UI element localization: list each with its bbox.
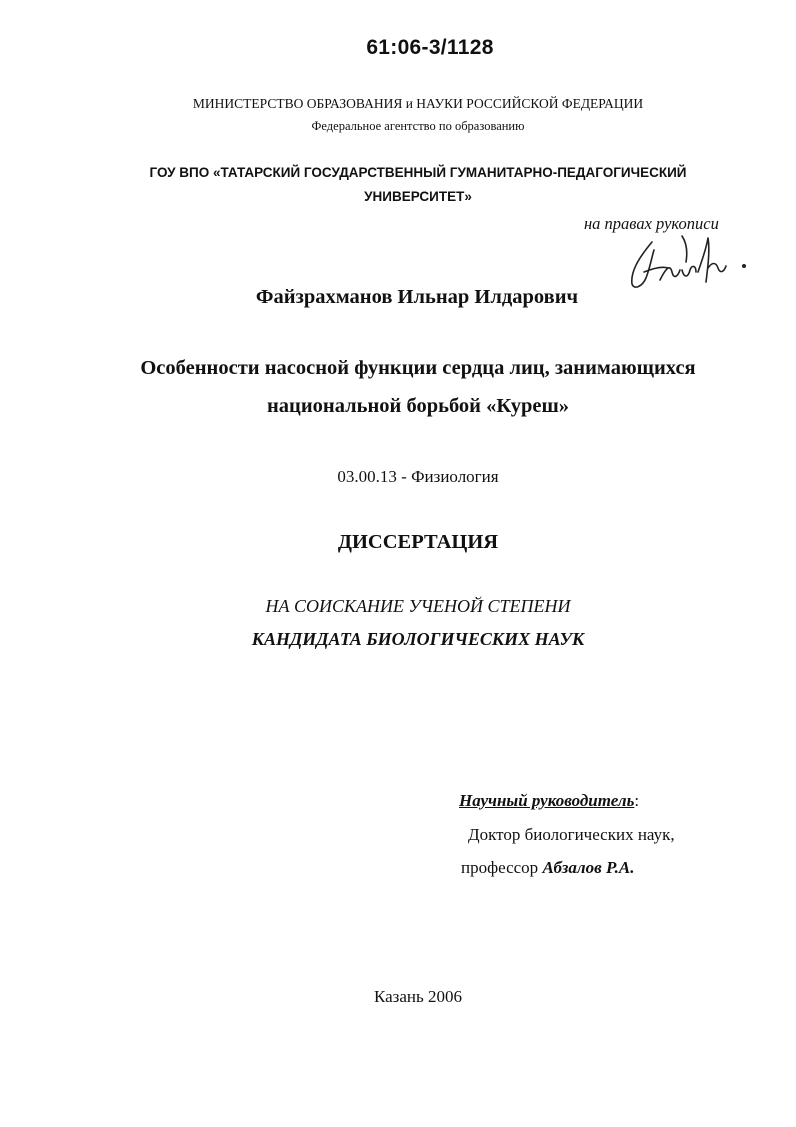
manuscript-rights-note: на правах рукописи (584, 214, 719, 233)
university-name-line-2: УНИВЕРСИТЕТ» (364, 189, 472, 204)
agency-name: Федеральное агентство по образованию (311, 119, 525, 133)
document-type: ДИССЕРТАЦИЯ (337, 531, 499, 553)
author-name: Файзрахманов Ильнар Илдарович (255, 286, 579, 308)
supervisor-label-colon: : (634, 791, 640, 810)
dissertation-title-line-1: Особенности насосной функции сердца лиц, занимающихся (140, 357, 696, 379)
specialty-code: 03.00.13 - Физиология (337, 467, 499, 486)
university-name-line-1: ГОУ ВПО «ТАТАРСКИЙ ГОСУДАРСТВЕННЫЙ ГУМАНИТАРНО-ПЕДАГОГИЧЕСКИЙ (149, 165, 687, 180)
document-number: 61:06-3/1128 (366, 36, 494, 59)
supervisor-name: Абзалов Р.А. (542, 858, 635, 877)
place-and-year: Казань 2006 (373, 987, 463, 1006)
supervisor-label: Научный руководитель (459, 791, 635, 810)
supervisor-heading (459, 791, 639, 811)
ministry-name: МИНИСТЕРСТВО ОБРАЗОВАНИЯ и НАУКИ РОССИЙСКОЙ ФЕДЕРАЦИИ (192, 96, 644, 111)
supervisor-position: профессор (461, 858, 543, 877)
dissertation-title-line-2: национальной борьбой «Куреш» (266, 395, 570, 417)
supervisor-line (461, 858, 635, 878)
degree-line-2: КАНДИДАТА БИОЛОГИЧЕСКИХ НАУК (251, 629, 585, 649)
supervisor-degree: Доктор биологических наук, (468, 825, 675, 844)
degree-line-1: НА СОИСКАНИЕ УЧЕНОЙ СТЕПЕНИ (265, 596, 571, 616)
